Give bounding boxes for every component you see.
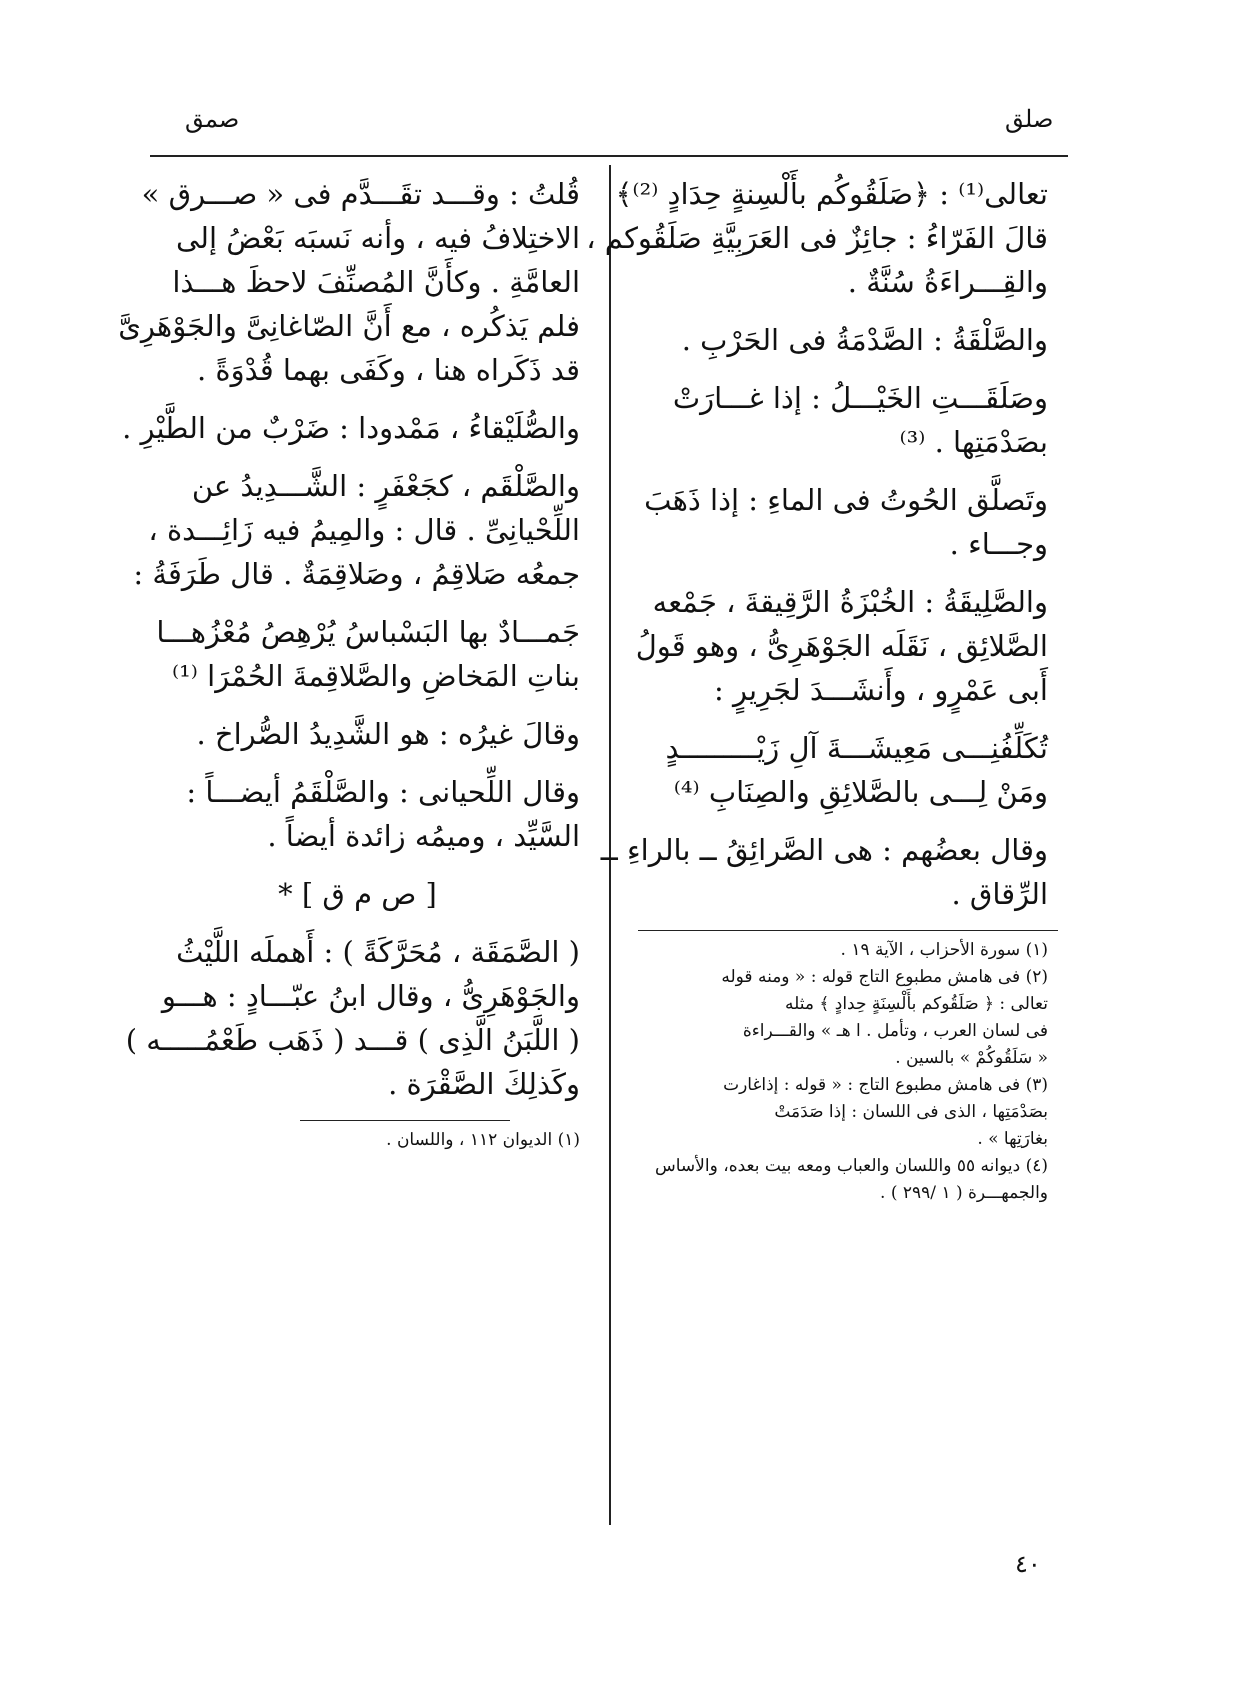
text-line: وقال بعضُهم : هى الصَّرائِقُ ــ بالراءِ ــ xyxy=(600,833,1048,867)
footnote-line: (١) الديوان ١١٢ ، واللسان . xyxy=(386,1130,580,1150)
footnote-line: تعالى : ﴿ صَلَقُوكم بأَلْسِنَةٍ حِدادٍ ﴾ مثله xyxy=(785,994,1048,1014)
footnote-rule xyxy=(638,930,1058,931)
verse-line: جَمـــادٌ بها البَسْباسُ يُرْهِصُ مُعْزُهـــا xyxy=(156,615,580,649)
text-line: فلم يَذكُره ، مع أَنَّ الصّاغانِىَّ والجَوْهَرِىَّ xyxy=(118,309,580,343)
paragraph xyxy=(638,318,1048,362)
paragraph xyxy=(135,712,580,756)
text-line: وصَلَقَـــتِ الخَيْـــلُ : إذا غـــارَتْ xyxy=(672,381,1048,415)
paragraph xyxy=(638,478,1048,566)
verse xyxy=(638,726,1048,814)
text-line: والصَّلْقَم ، كجَعْفَرٍ : الشَّـــدِيدُ عن xyxy=(191,469,580,503)
paragraph xyxy=(122,406,580,450)
text-line: قد ذَكَراه هنا ، وكَفَى بهما قُدْوَةً . xyxy=(196,353,580,387)
section-heading xyxy=(135,872,580,916)
text-line: والجَوْهَرِىُّ ، وقال ابنُ عبّـــادٍ : هـــو xyxy=(161,979,580,1013)
paragraph xyxy=(135,770,580,858)
page-number: ٤٠ xyxy=(1015,1550,1041,1578)
header-left-word: صمق xyxy=(185,105,240,133)
paragraph xyxy=(638,376,1048,464)
text-line: وجـــاء . xyxy=(949,527,1048,561)
text-line: العامَّةِ . وكأَنَّ المُصنِّفَ لاحظَ هـــذا xyxy=(172,265,580,299)
text-line: تعالى⁽¹⁾ : ﴿صَلَقُوكُم بأَلْسِنةٍ حِدَادٍ ⁽²⁾﴾ xyxy=(615,177,1048,211)
right-column xyxy=(586,172,1048,1207)
footnote-line: (١) سورة الأحزاب ، الآية ١٩ . xyxy=(840,940,1048,960)
text-line: السَّيِّد ، وميمُه زائدة أيضاً . xyxy=(267,819,580,853)
footnote-line: والجمهـــرة ( ١ /٢٩٩ ) . xyxy=(880,1183,1048,1203)
verse-line: بناتِ المَخاضِ والصَّلاقِمةَ الحُمْرَا ⁽¹⁾ xyxy=(172,659,580,693)
text-line: أَبى عَمْرٍو ، وأَنشَـــدَ لجَرِيرٍ : xyxy=(714,673,1048,707)
text-line: والصَّلْقَةُ : الصَّدْمَةُ فى الحَرْبِ . xyxy=(681,323,1048,357)
text-line: ( اللَّبَنُ الَّذِى ) قـــد ( ذَهَب طَعْمُـــــه ) xyxy=(125,1023,580,1057)
left-column xyxy=(118,172,580,1154)
text-line: قالَ الفَرّاءُ : جائِزٌ فى العَرَبِيَّةِ صَلَقُوكم ، xyxy=(586,221,1048,255)
paragraph xyxy=(600,828,1048,916)
text-line: وقال اللِّحيانى : والصَّلْقَمُ أيضـــاً : xyxy=(186,775,580,809)
footnote-line: (٢) فى هامش مطبوع التاج قوله : « ومنه قوله xyxy=(721,967,1048,987)
footnote-line: فى لسان العرب ، وتأمل . ا هـ » والقـــراءة xyxy=(742,1021,1048,1041)
footnote-line: بصَدْمَتِها ، الذى فى اللسان : إذا صَدَمَتْ xyxy=(774,1102,1048,1122)
text-line: والقِـــراءَةُ سُنَّةٌ . xyxy=(847,265,1048,299)
text-line: ( الصَّمَقَة ، مُحَرَّكَةً ) : أَهملَه اللَّيْثُ xyxy=(176,935,580,969)
text-line: قُلتُ : وقـــد تقَـــدَّم فى « صـــرق » xyxy=(141,177,580,211)
verse-line: ومَنْ لِـــى بالصَّلائِقِ والصِنَابِ ⁽⁴⁾ xyxy=(673,775,1048,809)
paragraph xyxy=(118,172,580,392)
text-line: وتَصلَّق الحُوتُ فى الماءِ : إذا ذَهَبَ xyxy=(644,483,1048,517)
footnote-line: بغارَتِها » . xyxy=(977,1129,1048,1149)
paragraph xyxy=(586,172,1048,304)
verse-line: تُكَلِّفُنِـــى مَعِيشَـــةَ آلِ زَيْـــــــــدٍ xyxy=(665,731,1048,765)
paragraph xyxy=(135,464,580,596)
text-line: وقالَ غيرُه : هو الشَّدِيدُ الصُّراخ . xyxy=(196,717,580,751)
footnote-line: (٤) ديوانه ٥٥ واللسان والعباب ومعه بيت بعده، والأساس xyxy=(655,1156,1048,1176)
paragraph xyxy=(635,580,1048,712)
footnotes xyxy=(135,1127,580,1154)
footnote-line: « سَلَقُوكُمْ » بالسين . xyxy=(895,1048,1048,1068)
footnote-line: (٣) فى هامش مطبوع التاج : « قوله : إذاغارت xyxy=(723,1075,1048,1095)
text-line: والصُّلَيْقاءُ ، مَمْدودا : ضَرْبٌ من الطَّيْرِ . xyxy=(122,411,580,445)
text-line: اللِّحْيانِىِّ . قال : والمِيمُ فيه زَائِـــدة ، xyxy=(148,513,580,547)
footnotes xyxy=(638,937,1048,1207)
verse xyxy=(135,610,580,698)
text-line: الصَّلائِق ، نَقَلَه الجَوْهَرِىُّ ، وهو قَولُ xyxy=(635,629,1048,663)
text-line: والصَّلِيقَةُ : الخُبْزَةُ الرَّقِيقةَ ، جَمْعه xyxy=(652,585,1048,619)
footnote-rule xyxy=(300,1120,510,1121)
header-rule xyxy=(150,155,1068,157)
text-line: الرِّقاق . xyxy=(951,877,1048,911)
paragraph xyxy=(125,930,580,1106)
text-line: الاختِلافُ فيه ، وأنه نَسبَه بَعْضُ إلى xyxy=(175,221,580,255)
section-heading-text: [ ص م ق ] * xyxy=(278,877,437,911)
text-line: وكَذلِكَ الصَّقْرَة . xyxy=(388,1067,580,1101)
header-right-word: صلق xyxy=(1005,105,1054,133)
text-line: بصَدْمَتِها . ⁽³⁾ xyxy=(899,425,1048,459)
text-line: جمعُه صَلاقِمُ ، وصَلاقِمَةٌ . قال طَرَفَةُ : xyxy=(133,557,580,591)
